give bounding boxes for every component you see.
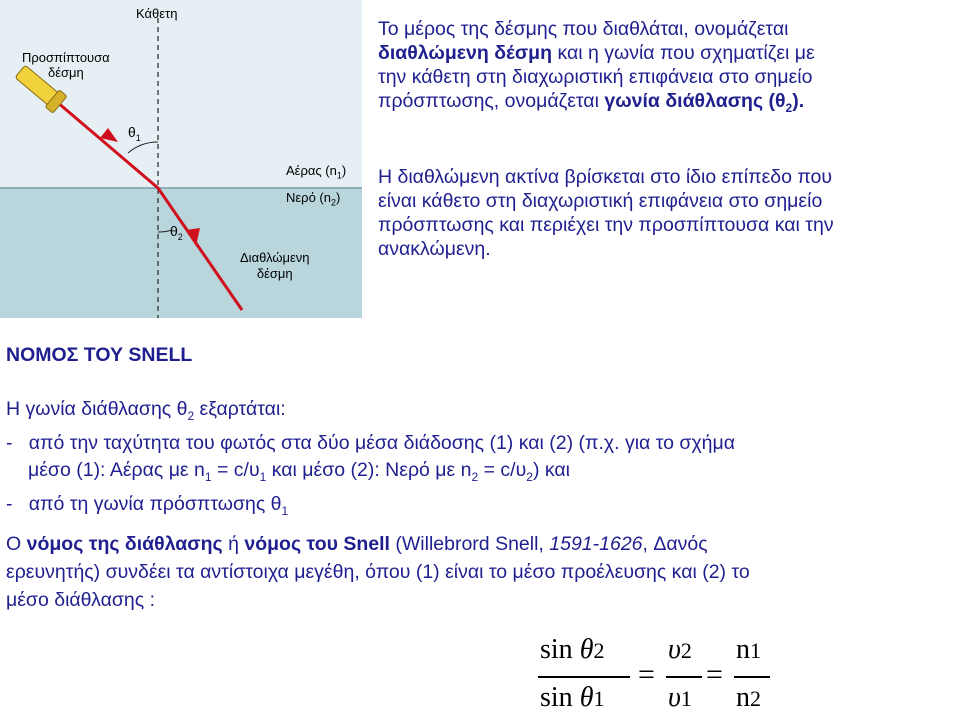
dependency-item-2: - από τη γωνία πρόσπτωσης $\theta_1$ <box>6 492 289 518</box>
theta2-label: $\theta_2$ <box>170 223 183 242</box>
intro-p1-line3: την κάθετη στη διαχωριστική επιφάνεια στο σημείο <box>378 66 813 88</box>
formula-num-n: n1 <box>736 634 761 665</box>
intro-p1-line2: διαθλώμενη δέσμη και η γωνία που σχηματίζει με <box>378 42 815 64</box>
law-paragraph <box>6 530 958 614</box>
formula-den-n: n2 <box>736 682 761 713</box>
intro-paragraph-1 <box>378 17 948 120</box>
dependency-intro: Η γωνία διάθλασης $\theta_2$ εξαρτάται: <box>6 398 286 423</box>
formula-den-sin: sin θ1 <box>540 682 605 713</box>
water-label: Νερό $(n_2)$ <box>286 190 341 208</box>
intro-paragraph-2 <box>378 165 948 261</box>
formula-num-sin: sin θ2 <box>540 634 605 665</box>
law-line-2: ερευνητής) συνδέει τα αντίστοιχα μεγέθη, όπου (1) είναι το μέσο προέλευσης και (2) το <box>6 561 750 583</box>
incident-label-line1: Προσπίπτουσα <box>22 50 110 65</box>
formula-den-v: υ1 <box>668 682 692 713</box>
intro-p1-line1: Το μέρος της δέσμης που διαθλάται, ονομάζεται <box>378 18 789 40</box>
intro-p1-line4: πρόσπτωσης, ονομάζεται γωνία διάθλασης $(\theta_2)$. <box>378 90 805 115</box>
snell-heading: ΝΟΜΟΣ ΤΟΥ SNELL <box>6 344 193 366</box>
formula-equals-2: = <box>706 658 723 691</box>
refraction-figure <box>0 0 362 318</box>
intro-p2-line4: ανακλώμενη. <box>378 238 491 260</box>
law-line-3: μέσο διάθλασης : <box>6 589 156 611</box>
snell-formula <box>530 628 790 724</box>
refracted-label-line1: Διαθλώμενη <box>240 250 310 265</box>
dependency-item-1-line1: - από την ταχύτητα του φωτός στα δύο μέσα διάδοσης (1) και (2) (π.χ. για το σχήμα <box>6 431 736 454</box>
intro-p2-line1: Η διαθλώμενη ακτίνα βρίσκεται στο ίδιο επίπεδο που <box>378 166 833 188</box>
refracted-label <box>240 250 310 282</box>
refracted-label-line2: δέσμη <box>256 266 293 281</box>
theta1-label: $\theta_1$ <box>128 124 141 143</box>
incident-label-line2: δέσμη <box>47 65 84 80</box>
formula-num-v: υ2 <box>668 634 692 665</box>
intro-p2-line2: είναι κάθετο στη διαχωριστική επιφάνεια στο σημείο <box>378 190 823 212</box>
dependency-item-1-line2: μέσο (1): Αέρας με $n_1 = c/\upsilon_1$ και μέσο (2): Νερό με $n_2 = c/\upsilon_2$) και <box>28 458 570 484</box>
incident-label <box>22 50 110 80</box>
formula-fraction-line-2 <box>666 676 702 678</box>
formula-equals-1: = <box>638 658 655 691</box>
normal-label: Κάθετη <box>136 6 178 21</box>
air-label: Αέρας $(n_1)$ <box>286 163 347 181</box>
dependency-block <box>6 397 956 523</box>
intro-p2-line3: πρόσπτωσης και περιέχει την προσπίπτουσα και την <box>378 214 834 236</box>
formula-fraction-line-1 <box>538 676 630 678</box>
formula-fraction-line-3 <box>734 676 770 678</box>
law-line-1: Ο νόμος της διάθλασης ή νόμος του Snell (Willebrord Snell, 1591-1626, Δανός <box>6 533 708 555</box>
